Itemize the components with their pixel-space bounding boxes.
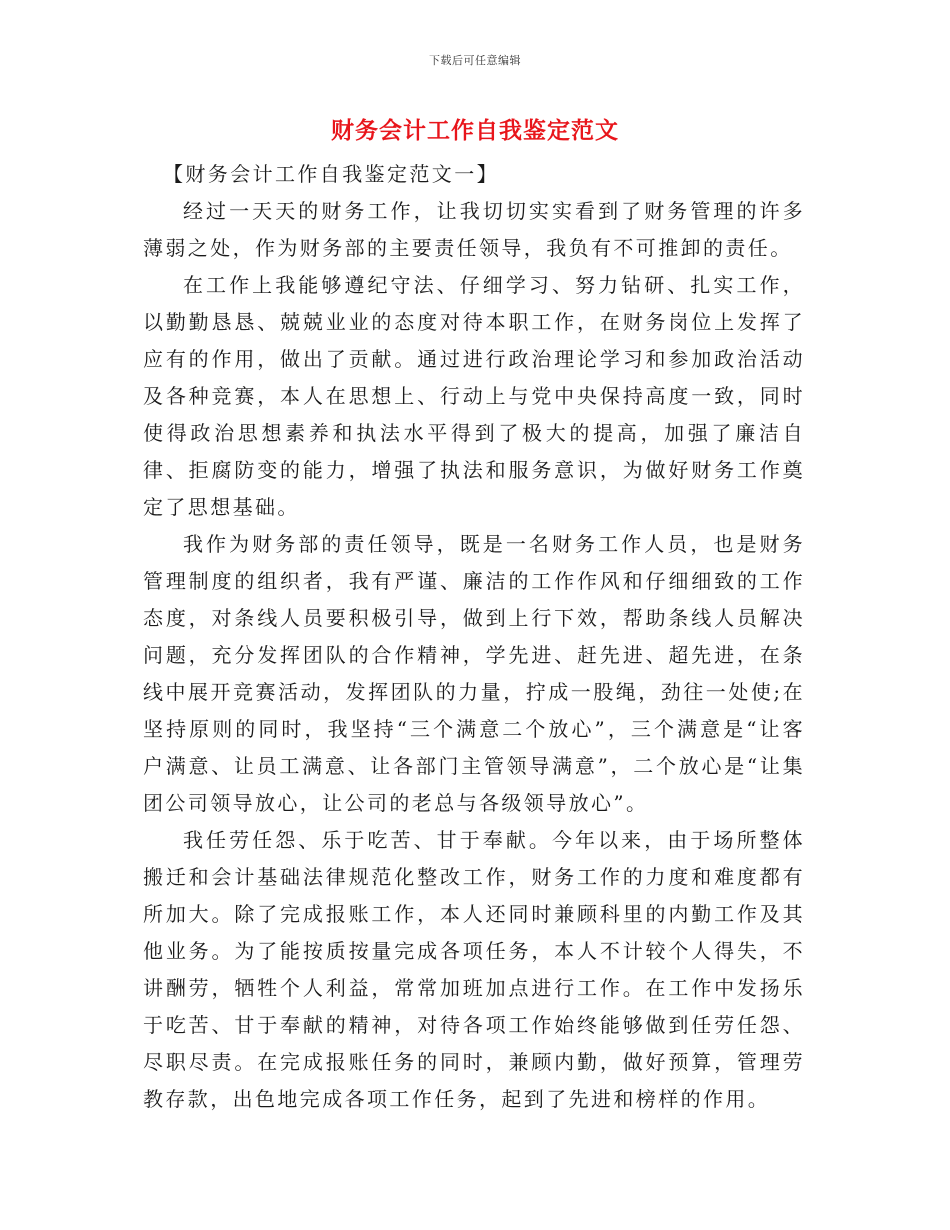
paragraph: 我作为财务部的责任领导，既是一名财务工作人员，也是财务管理制度的组织者，我有严谨、廉洁的工作作风和仔细细致的工作态度，对条线人员要积极引导，做到上行下效，帮助条线人员解决问题，充分发挥团队的合作精神，学先进、赶先进、超先进，在条线中展开竞赛活动，发挥团队的力量，拧成一股绳，劲往一处使;在坚持原则的同时，我坚持“三个满意二个放心”，三个满意是“让客户满意、让员工满意、让各部门主管领导满意”，二个放心是“让集团公司领导放心，让公司的老总与各级领导放心”。 [143,532,805,815]
paragraph: 经过一天天的财务工作，让我切切实实看到了财务管理的许多薄弱之处，作为财务部的主要责任领导，我负有不可推卸的责任。 [143,199,805,260]
section-heading: 【财务会计工作自我鉴定范文一】 [163,162,499,186]
document-body [143,156,805,1118]
paragraph: 我任劳任怨、乐于吃苦、甘于奉献。今年以来，由于场所整体搬迁和会计基础法律规范化整改工作，财务工作的力度和难度都有所加大。除了完成报账工作，本人还同时兼顾科里的内勤工作及其他业务。为了能按质按量完成各项任务，本人不计较个人得失，不讲酬劳，牺牲个人利益，常常加班加点进行工作。在工作中发扬乐于吃苦、甘于奉献的精神，对待各项工作始终能够做到任劳任怨、尽职尽责。在完成报账任务的同时，兼顾内勤，做好预算，管理劳教存款，出色地完成各项工作任务，起到了先进和榜样的作用。 [143,828,805,1111]
paragraph: 在工作上我能够遵纪守法、仔细学习、努力钻研、扎实工作，以勤勤恳恳、兢兢业业的态度对待本职工作，在财务岗位上发挥了应有的作用，做出了贡献。通过进行政治理论学习和参加政治活动及各种竞赛，本人在思想上、行动上与党中央保持高度一致，同时使得政治思想素养和执法水平得到了极大的提高，加强了廉洁自律、拒腐防变的能力，增强了执法和服务意识，为做好财务工作奠定了思想基础。 [143,273,805,519]
document-title: 财务会计工作自我鉴定范文 [331,117,619,144]
page-header: 下载后可任意编辑 [429,54,521,67]
